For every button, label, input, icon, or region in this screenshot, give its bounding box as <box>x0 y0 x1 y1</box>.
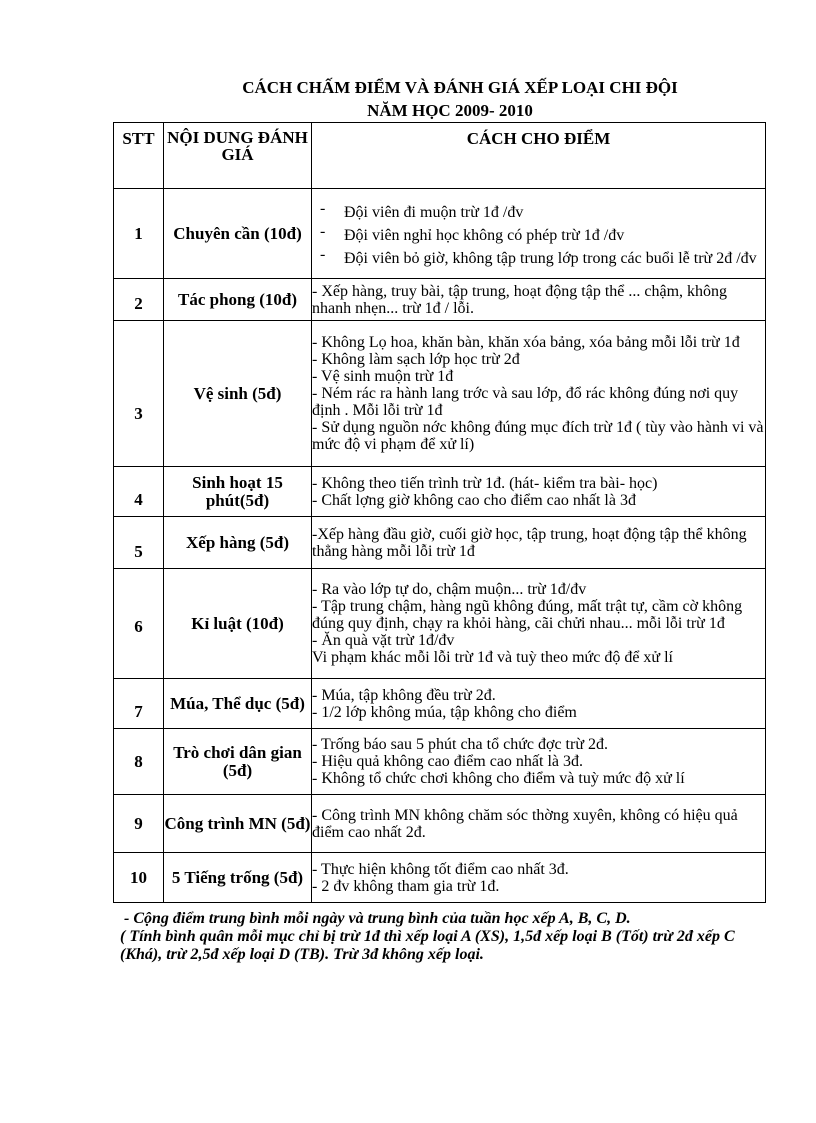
row-stt: 3 <box>114 321 164 467</box>
row-method <box>312 189 766 279</box>
table-row <box>114 795 766 853</box>
method-line: - Ăn quà vặt trừ 1đ/đv <box>312 632 455 649</box>
method-line: - Ra vào lớp tự do, chậm muộn... trừ 1đ/đv <box>312 581 587 598</box>
method-line: - 2 đv không tham gia trừ 1đ. <box>312 877 500 895</box>
row-method <box>312 321 766 467</box>
document-subtitle: NĂM HỌC 2009- 2010 <box>367 101 533 120</box>
row-content: Sinh hoạt 15 phút(5đ) <box>164 467 312 517</box>
method-line: - Thực hiện không tốt điểm cao nhất 3đ. <box>312 860 569 878</box>
table-row <box>114 467 766 517</box>
document-title: CÁCH CHẤM ĐIỂM VÀ ĐÁNH GIÁ XẾP LOẠI CHI ĐỘI <box>242 78 678 97</box>
footer-line: ( Tính bình quân mỗi mục chỉ bị trừ 1đ thì xếp loại A (XS), 1,5đ xếp loại B (Tốt) trừ 2đ xếp C (Khá), trừ 2,5đ xếp loại D (TB). Trừ 3đ không xếp loại. <box>120 928 735 963</box>
row-method <box>312 517 766 569</box>
header-stt: STT <box>114 123 164 189</box>
row-method <box>312 679 766 729</box>
method-line: - Không theo tiến trình trừ 1đ. (hát- kiểm tra bài- học) <box>312 474 658 492</box>
row-stt: 5 <box>114 517 164 569</box>
row-content: Múa, Thể dục (5đ) <box>164 679 312 729</box>
method-line: - Đội viên đi muộn trừ 1đ /đv <box>320 204 765 221</box>
table-row <box>114 679 766 729</box>
table-row <box>114 279 766 321</box>
method-line: Vi phạm khác mỗi lỗi trừ 1đ và tuỳ theo mức độ để xử lí <box>312 649 673 666</box>
method-line: - Công trình MN không chăm sóc thờng xuyên, không có hiệu quả điểm cao nhất 2đ. <box>312 806 738 841</box>
row-content: Xếp hàng (5đ) <box>164 517 312 569</box>
method-line: - Không tổ chức chơi không cho điểm và tuỳ mức độ xử lí <box>312 770 685 787</box>
header-method: CÁCH CHO ĐIỂM <box>312 123 766 189</box>
method-line: - Tập trung chậm, hàng ngũ không đúng, mất trật tự, cầm cờ không đúng quy định, chạy ra khỏi hàng, cãi chửi nhau... mỗi lỗi trừ 1đ <box>312 598 743 632</box>
method-line: - Không làm sạch lớp học trừ 2đ <box>312 351 520 368</box>
row-content: Chuyên cần (10đ) <box>164 189 312 279</box>
row-content: Tác phong (10đ) <box>164 279 312 321</box>
method-line: - Trống báo sau 5 phút cha tổ chức đợc trừ 2đ. <box>312 736 608 753</box>
row-content: Trò chơi dân gian (5đ) <box>164 729 312 795</box>
table-row <box>114 853 766 903</box>
method-line: - Sử dụng nguồn nớc không đúng mục đích trừ 1đ ( tùy vào hành vi và mức độ vi phạm để xử lí) <box>312 419 764 453</box>
table-row <box>114 321 766 467</box>
row-method <box>312 795 766 853</box>
table-row <box>114 189 766 279</box>
table-header-row <box>114 123 766 189</box>
row-method <box>312 467 766 517</box>
row-stt: 2 <box>114 279 164 321</box>
row-stt: 10 <box>114 853 164 903</box>
method-line: -Xếp hàng đầu giờ, cuối giờ học, tập trung, hoạt động tập thể không thẳng hàng mỗi lỗi trừ 1đ <box>312 525 747 560</box>
table-row <box>114 729 766 795</box>
method-line: - Múa, tập không đều trừ 2đ. <box>312 686 496 704</box>
scoring-table <box>113 122 766 903</box>
method-line: - Không Lọ hoa, khăn bàn, khăn xóa bảng, xóa bảng mỗi lỗi trừ 1đ <box>312 334 740 351</box>
footer-line: - Cộng điểm trung bình mỗi ngày và trung bình của tuần học xếp A, B, C, D. <box>124 910 631 927</box>
row-stt: 8 <box>114 729 164 795</box>
method-line: - Chất lợng giờ không cao cho điểm cao nhất là 3đ <box>312 491 636 509</box>
table-row <box>114 517 766 569</box>
row-content: Vệ sinh (5đ) <box>164 321 312 467</box>
row-stt: 1 <box>114 189 164 279</box>
table-row <box>114 569 766 679</box>
row-content: 5 Tiếng trống (5đ) <box>164 853 312 903</box>
row-stt: 9 <box>114 795 164 853</box>
row-stt: 4 <box>114 467 164 517</box>
row-content: Kỉ luật (10đ) <box>164 569 312 679</box>
row-stt: 6 <box>114 569 164 679</box>
row-method <box>312 569 766 679</box>
row-method <box>312 853 766 903</box>
method-line: - Hiệu quả không cao điểm cao nhất là 3đ. <box>312 753 584 770</box>
footer-notes <box>120 910 780 964</box>
header-content: NỘI DUNG ĐÁNH GIÁ <box>164 123 312 189</box>
method-line: - Ném rác ra hành lang trớc và sau lớp, đổ rác không đúng nơi quy định . Mỗi lỗi trừ 1đ <box>312 385 739 419</box>
method-line: - Đội viên nghỉ học không có phép trừ 1đ /đv <box>320 227 765 244</box>
method-line: - Đội viên bỏ giờ, không tập trung lớp trong các buổi lễ trừ 2đ /đv <box>320 250 765 267</box>
row-stt: 7 <box>114 679 164 729</box>
row-method <box>312 279 766 321</box>
method-line: - Xếp hàng, truy bài, tập trung, hoạt động tập thể ... chậm, không nhanh nhẹn... trừ 1đ / lỗi. <box>312 282 728 317</box>
row-method <box>312 729 766 795</box>
method-line: - Vệ sinh muộn trừ 1đ <box>312 368 454 385</box>
row-content: Công trình MN (5đ) <box>164 795 312 853</box>
method-line: - 1/2 lớp không múa, tập không cho điểm <box>312 703 577 721</box>
